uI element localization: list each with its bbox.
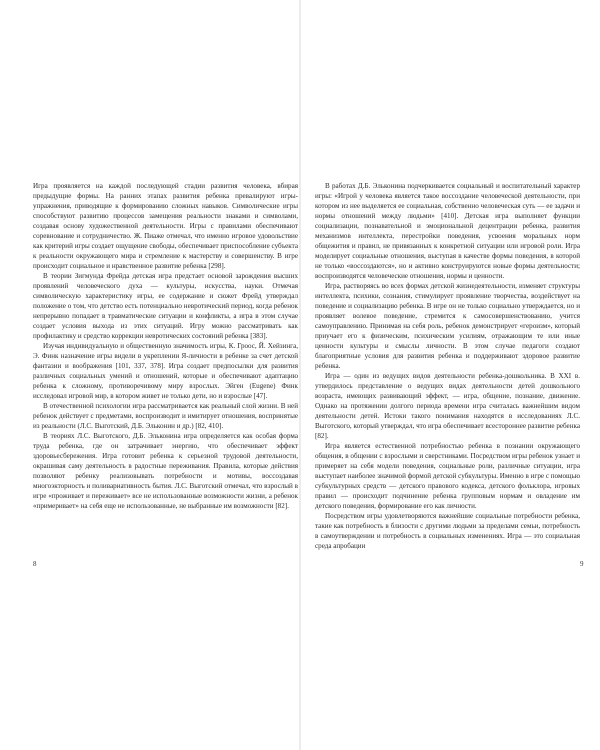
paragraph: Игра, растворяясь во всех формах детской жизнедеятельности, изменяет структуры интеллекта, психики, сознания, стимулирует проявление творчества, воздействует на поведение и социализацию ребенка. В игре он не только социально утверждается, но и проявляет волевое поведение, стремится к самосовершенствованию, учится самоуправлению. Принимая на себя роль, ребенок демонстрирует «героизм», который приучает его к физическим, психическим усилиям, отражающим те или иные ценности культуры и смыслы личности. В этом случае педагоги создают благоприятные условия для развития ребенка и поддерживают здоровое развитие ребенка.	[315, 282, 580, 370]
paragraph: В работах Д.Б. Эльконина подчеркивается социальный и воспитательный характер игры: «Игрой у человека является такое воссоздание человеческой деятельности, при котором из нее выделяется ее социальная, собственно человеческая суть — ее задачи и нормы отношений между людьми» [410]. Детская игра выполняет функции социализации, познавательной и эмоциональной децентрации ребенка, развития механизмов интеллекта, перестройки поведения, усвоения моральных норм общежития и правил, не привязанных к конкретной ситуации или игровой роли. Игра моделирует социальные отношения, выступая в качестве формы поведения, в которой не только «воссоздаются», но и активно конструируются новые формы деятельности; воспроизводятся человеческие отношения, нормы и ценности.	[315, 182, 580, 280]
paragraph: Игра — один из ведущих видов деятельности ребенка-дошкольника. В XXI в. утвердилось представление о ведущих видах деятельности детей дошкольного возраста, имеющих развивающий эффект, — игра, общение, познание, движение. Однако на протяжении долгого периода времени игра считалась важнейшим видом деятельности детей. Истоки такого понимания находятся в исследованиях Л.С. Выготского, который утверждал, что игра обеспечивает всестороннее развитие ребенка [82].	[315, 372, 580, 440]
page-number-left: 8	[33, 560, 37, 568]
left-page	[33, 181, 298, 511]
right-page	[315, 181, 580, 551]
paragraph: В отечественной психологии игра рассматривается как реальный слой жизни. В ней ребенок действует с предметами, воспроизводит и имитирует отношения, воспринятые из реальности (Л.С. Выготский, Д.Б. Эльконин и др.) [82, 410].	[33, 402, 298, 430]
paragraph: Игра является естественной потребностью ребенка в познании окружающего общения, в общении с взрослыми и сверстниками. Посредством игры ребенок узнает и примеряет на себя модели поведения, социальные роли, различные ситуации, игра выступает наиболее значимой формой детской субкультуры. Именно в игре с помощью субкультурных средств — детского правового кодекса, детского фольклора, игровых правил — происходит подчинение ребенка групповым нормам и овладение им детского поведения, формирование его как личности.	[315, 442, 580, 510]
paragraph: В теориях Л.С. Выготского, Д.Б. Эльконина игра определяется как особая форма труда ребенка, где он затрачивает энергию, что обеспечивает эффект здоровьесбережения. Игра готовит ребенка к серьезной трудовой деятельности, окрашивая саму деятельность в радостные переживания. Правила, которые действия позволяют ребенку реализовывать потребности и мотивы, воссоздавая многоэкторность и поливариативность бытия. Л.С. Выготский отмечал, что взрослый в игре «проживает и переживает» все не использованные возможности жизни, а ребенок «примеривает» на себя еще не использованные, не выбранные им возможности [82].	[33, 432, 298, 510]
book-gutter	[299, 0, 301, 750]
left-page-text	[33, 181, 298, 511]
paragraph: В теории Зигмунда Фрейда детская игра предстает основой зарождения высших проявлений человеческого духа — культуры, искусства, науки. Отмечая символическую характеристику игры, ее содержание и сюжет Фрейд утверждал положение о том, что детство есть потенциально невротический период, когда ребенок непрерывно попадает в травматические ситуации и конфликты, а игра в этом случае создает условия выхода из этих ситуаций. Игру можно рассматривать как профилактику и средство коррекции невротических состояний ребенка [383].	[33, 272, 298, 340]
paragraph: Посредством игры удовлетворяются важнейшие социальные потребности ребенка, такие как потребность в близости с другими людьми за пределами семьи, потребность в самоутверждении и потребность в социальных изменениях. Игра — это социальная среда апробации	[315, 512, 580, 550]
paragraph: Игра проявляется на каждой последующей стадии развития человека, вбирая предыдущие формы. На ранних этапах развития ребенка превалируют игры-упражнения, приводящие к формированию сложных навыков. Символические игры способствуют развитию процессов замещения реальности знаками и символами, создавая основу художественной деятельности. Игры с правилами обеспечивают соревнование и сотрудничество. Ж. Пиаже отмечал, что именно игровое удовольствие как критерий игры создает ощущение свободы, обеспечивает приспособление субъекта к реальности окружающего мира и стремление к мастерству и совершенству. В игре происходит социальное и нравственное развитие ребенка [298].	[33, 182, 298, 270]
paragraph: Изучая индивидуальную и общественную значимость игры, К. Гроос, Й. Хейзинга, Э. Финк назначение игры видели в укреплении Я-личности в ребенке за счет детской фантазии и воображения [101, 337, 378]. Игра создает предпосылки для развития различных социальных умений и отношений, которые и обеспечивают адаптацию ребенка к сложному, противоречивому миру взрослых. Эйген (Eugene) Финк исследовал игровой мир, в котором живет не только дети, но и взрослые [47].	[33, 342, 298, 400]
right-page-text	[315, 181, 580, 551]
page-number-right: 9	[580, 560, 584, 568]
